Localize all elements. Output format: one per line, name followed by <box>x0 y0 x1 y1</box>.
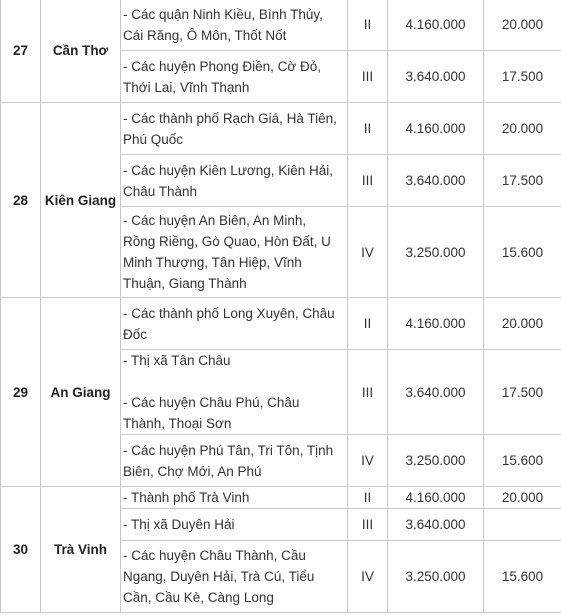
wage-zone: III <box>348 509 388 541</box>
wage-zone: III <box>348 155 388 207</box>
area-description <box>121 509 348 541</box>
hourly-wage: 15.600 <box>484 541 561 613</box>
area-description <box>121 207 348 298</box>
area-text-line: Cái Răng, Ô Môn, Thốt Nốt <box>123 27 287 43</box>
province-name: Cần Thơ <box>41 0 121 103</box>
monthly-wage: 3.640.000 <box>388 509 484 541</box>
area-text-line: - Các huyện Kiên Lương, Kiên Hải, <box>123 162 334 178</box>
wage-zone: II <box>348 103 388 155</box>
area-description <box>121 103 348 155</box>
hourly-wage: 20.000 <box>484 298 561 350</box>
wage-zone: II <box>348 298 388 350</box>
area-text-line: - Các huyện Phong Điền, Cờ Đỏ, <box>123 58 321 74</box>
table-row <box>1 0 561 51</box>
wage-zone: III <box>348 350 388 435</box>
hourly-wage: 17.500 <box>484 51 561 103</box>
hourly-wage: 15.600 <box>484 435 561 487</box>
province-name: An Giang <box>41 298 121 487</box>
area-description <box>121 298 348 350</box>
monthly-wage: 3.640.000 <box>388 51 484 103</box>
table-row <box>1 298 561 350</box>
monthly-wage: 4.160.000 <box>388 103 484 155</box>
area-text-line: - Các thành phố Rạch Giá, Hà Tiên, <box>123 110 337 126</box>
monthly-wage: 4.160.000 <box>388 487 484 509</box>
area-text-line: - Thành phố Trà Vinh <box>123 490 250 505</box>
area-text-line: - Thị xã Tân Châu <box>123 353 231 368</box>
area-description <box>121 0 348 51</box>
area-description <box>121 487 348 509</box>
monthly-wage: 3.640.000 <box>388 155 484 207</box>
province-name: Kiên Giang <box>41 103 121 298</box>
area-text-line: - Các thành phố Long Xuyên, Châu <box>123 305 335 321</box>
area-text-line: Đốc <box>123 326 148 342</box>
area-text-line: - Các quận Ninh Kiều, Bình Thủy, <box>123 6 323 22</box>
wage-zone: IV <box>348 541 388 613</box>
area-text-line: Phú Quốc <box>123 131 184 147</box>
wage-zone: II <box>348 487 388 509</box>
area-text-line: Cần, Cầu Kè, Càng Long <box>123 590 274 605</box>
province-number: 28 <box>1 103 41 298</box>
table-row <box>1 103 561 155</box>
area-text-line: Minh Thượng, Tân Hiệp, Vĩnh <box>123 255 302 270</box>
area-description <box>121 155 348 207</box>
area-text-line: Biên, Chợ Mới, An Phú <box>123 463 262 479</box>
area-text-line: Thuận, Giang Thành <box>123 276 247 291</box>
table-row <box>1 487 561 509</box>
area-text-line: Rồng Riềng, Gò Quao, Hòn Đất, U <box>123 234 331 249</box>
area-text-line <box>123 371 345 392</box>
area-text-line: Ngang, Duyên Hải, Trà Cú, Tiểu <box>123 569 315 584</box>
hourly-wage: 20.000 <box>484 103 561 155</box>
monthly-wage: 3.250.000 <box>388 435 484 487</box>
wage-zone: III <box>348 51 388 103</box>
area-description <box>121 350 348 435</box>
monthly-wage: 3.640.000 <box>388 350 484 435</box>
monthly-wage: 4.160.000 <box>388 0 484 51</box>
area-text-line: - Các huyện Châu Thành, Cầu <box>123 548 306 563</box>
wage-zone: IV <box>348 435 388 487</box>
province-name: Trà Vinh <box>41 487 121 613</box>
monthly-wage: 3.250.000 <box>388 541 484 613</box>
area-description <box>121 435 348 487</box>
province-number: 29 <box>1 298 41 487</box>
hourly-wage <box>484 509 561 541</box>
province-number: 27 <box>1 0 41 103</box>
area-text-line: - Các huyện Châu Phú, Châu <box>123 395 300 410</box>
area-text-line: - Thị xã Duyên Hải <box>123 517 235 532</box>
hourly-wage: 17.500 <box>484 350 561 435</box>
province-number: 30 <box>1 487 41 613</box>
wage-zone: II <box>348 0 388 51</box>
hourly-wage: 17.500 <box>484 155 561 207</box>
wage-zone: IV <box>348 207 388 298</box>
hourly-wage: 20.000 <box>484 487 561 509</box>
area-text-line: Thới Lai, Vĩnh Thạnh <box>123 79 250 95</box>
wage-table-body <box>1 0 561 613</box>
monthly-wage: 4.160.000 <box>388 298 484 350</box>
monthly-wage: 3.250.000 <box>388 207 484 298</box>
area-text-line: Thành, Thoại Sơn <box>123 416 232 431</box>
hourly-wage: 15.600 <box>484 207 561 298</box>
area-text-line: - Các huyện An Biên, An Minh, <box>123 213 307 228</box>
area-description <box>121 541 348 613</box>
hourly-wage: 20.000 <box>484 0 561 51</box>
area-text-line: Châu Thành <box>123 183 198 199</box>
area-text-line: - Các huyện Phú Tân, Tri Tôn, Tịnh <box>123 442 334 458</box>
area-description <box>121 51 348 103</box>
